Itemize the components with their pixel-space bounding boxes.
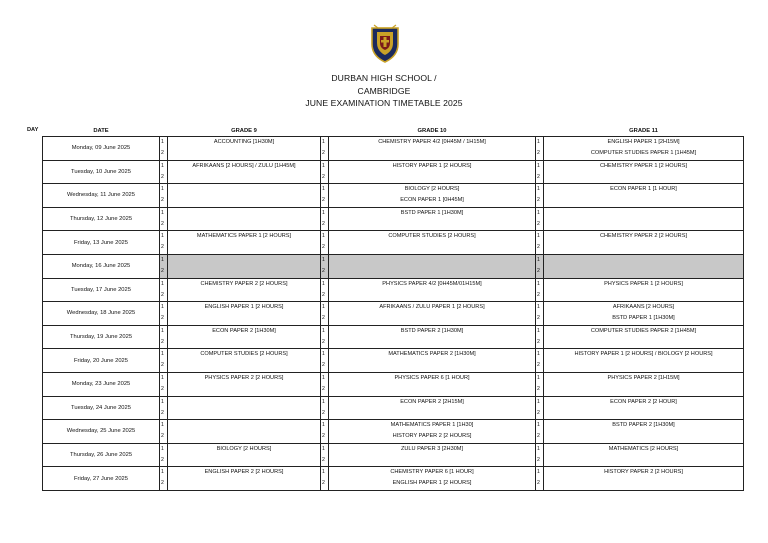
session-numbers: 1 2 — [160, 231, 168, 255]
exam-paper-session-2 — [168, 408, 320, 419]
exam-cell-grade-11 — [544, 372, 744, 396]
exam-cell-grade-10 — [329, 443, 536, 467]
table-row — [43, 231, 744, 255]
exam-paper-session-2 — [168, 242, 320, 253]
exam-paper-session-1: MATHEMATICS PAPER 1 [1H30] — [390, 422, 474, 429]
exam-date: Wednesday, 25 June 2025 — [43, 420, 160, 444]
exam-paper-session-2 — [544, 172, 743, 183]
exam-date: Tuesday, 17 June 2025 — [43, 278, 160, 302]
session-numbers: 1 2 — [160, 137, 168, 161]
exam-paper-session-1 — [168, 255, 320, 266]
session-numbers: 1 2 — [160, 160, 168, 184]
exam-cell-grade-11 — [544, 349, 744, 373]
table-row — [43, 420, 744, 444]
exam-paper-session-1: CHEMISTRY PAPER 4/2 [0H45M / 1H15M] — [378, 139, 486, 145]
exam-cell-grade-10 — [329, 420, 536, 444]
table-row — [43, 184, 744, 208]
exam-cell-grade-10 — [329, 467, 536, 491]
session-numbers: 1 2 — [160, 467, 168, 491]
exam-paper-session-2: BSTD PAPER 1 [1H30M] — [612, 315, 675, 322]
session-numbers: 1 2 — [536, 137, 544, 161]
exam-paper-session-1 — [329, 255, 535, 266]
exam-paper-session-1: PHYSICS PAPER 1 [2 HOURS] — [604, 280, 683, 287]
exam-cell-grade-9 — [168, 325, 321, 349]
school-name: DURBAN HIGH SCHOOL / — [331, 73, 437, 83]
exam-paper-session-2 — [168, 478, 320, 489]
exam-paper-session-2 — [544, 290, 743, 301]
exam-cell-grade-9 — [168, 184, 321, 208]
exam-cell-grade-11 — [544, 396, 744, 420]
exam-date: Wednesday, 18 June 2025 — [43, 302, 160, 326]
exam-paper-session-2 — [329, 148, 535, 159]
session-numbers: 1 2 — [536, 231, 544, 255]
session-numbers: 1 2 — [321, 184, 329, 208]
exam-date: Monday, 09 June 2025 — [43, 137, 160, 161]
session-numbers: 1 2 — [321, 372, 329, 396]
session-numbers: 1 2 — [321, 160, 329, 184]
exam-paper-session-1: AFRIKAANS [2 HOURS] / ZULU [1H45M] — [192, 162, 296, 169]
exam-cell-grade-9 — [168, 231, 321, 255]
exam-date: Thursday, 12 June 2025 — [43, 207, 160, 231]
session-numbers: 1 2 — [536, 254, 544, 278]
exam-paper-session-1: PHYSICS PAPER 6 [1 HOUR] — [394, 374, 470, 381]
exam-paper-session-1 — [544, 208, 743, 219]
exam-paper-session-2 — [329, 219, 535, 230]
exam-paper-session-2 — [168, 195, 320, 206]
session-numbers: 1 2 — [536, 396, 544, 420]
exam-date: Monday, 16 June 2025 — [43, 254, 160, 278]
exam-paper-session-1: BIOLOGY [2 HOURS] — [404, 186, 460, 193]
grade-9-header: GRADE 9 — [231, 127, 257, 134]
exam-paper-session-1: ENGLISH PAPER 1 [2H15M] — [607, 139, 680, 145]
session-numbers: 1 2 — [536, 467, 544, 491]
exam-paper-session-2 — [168, 431, 320, 442]
exam-date: Friday, 27 June 2025 — [43, 467, 160, 491]
exam-paper-session-1: CHEMISTRY PAPER 2 [2 HOURS] — [599, 233, 688, 240]
exam-paper-session-2 — [329, 313, 535, 324]
exam-paper-session-1 — [168, 397, 320, 408]
session-numbers: 1 2 — [321, 207, 329, 231]
exam-paper-session-1: MATHEMATICS [2 HOURS] — [608, 445, 679, 452]
table-row — [43, 443, 744, 467]
exam-paper-session-2 — [544, 195, 743, 206]
exam-cell-grade-9 — [168, 443, 321, 467]
exam-paper-session-1: CHEMISTRY PAPER 6 [1 HOUR] — [390, 469, 474, 476]
exam-cell-grade-11 — [544, 137, 744, 161]
session-numbers: 1 2 — [160, 396, 168, 420]
exam-date: Tuesday, 10 June 2025 — [43, 160, 160, 184]
exam-cell-grade-11 — [544, 184, 744, 208]
exam-paper-session-2 — [329, 337, 535, 348]
exam-paper-session-2 — [544, 384, 743, 395]
exam-date: Tuesday, 24 June 2025 — [43, 396, 160, 420]
session-numbers: 1 2 — [321, 231, 329, 255]
session-numbers: 1 2 — [160, 207, 168, 231]
table-row — [43, 207, 744, 231]
exam-paper-session-1 — [168, 208, 320, 219]
session-numbers: 1 2 — [536, 325, 544, 349]
exam-paper-session-1: BSTD PAPER 2 [1H30M] — [400, 327, 464, 334]
exam-paper-session-2 — [544, 242, 743, 253]
session-numbers: 1 2 — [536, 160, 544, 184]
exam-paper-session-2 — [168, 172, 320, 183]
exam-paper-session-2 — [168, 290, 320, 301]
exam-paper-session-1: BSTD PAPER 2 [1H30M] — [612, 422, 675, 429]
exam-paper-session-2 — [544, 478, 743, 489]
session-numbers: 1 2 — [536, 207, 544, 231]
table-row — [43, 137, 744, 161]
session-numbers: 1 2 — [160, 372, 168, 396]
exam-cell-grade-9 — [168, 372, 321, 396]
exam-cell-grade-10 — [329, 372, 536, 396]
session-numbers: 1 2 — [536, 302, 544, 326]
exam-cell-grade-10 — [329, 137, 536, 161]
exam-cell-grade-10 — [329, 325, 536, 349]
exam-cell-grade-10 — [329, 396, 536, 420]
exam-paper-session-2 — [168, 455, 320, 466]
exam-paper-session-2 — [329, 408, 535, 419]
session-numbers: 1 2 — [321, 325, 329, 349]
exam-paper-session-1: ECON PAPER 2 [2 HOUR] — [610, 398, 677, 405]
header-row — [43, 125, 744, 137]
exam-paper-session-2 — [544, 431, 743, 442]
exam-paper-session-1: COMPUTER STUDIES PAPER 2 [1H45M] — [590, 327, 697, 334]
exam-date: Wednesday, 11 June 2025 — [43, 184, 160, 208]
exam-cell-grade-9 — [168, 278, 321, 302]
exam-paper-session-2 — [544, 360, 743, 371]
session-numbers: 1 2 — [321, 443, 329, 467]
exam-paper-session-1: MATHEMATICS PAPER 1 [2 HOURS] — [196, 233, 292, 240]
exam-paper-session-1 — [544, 255, 743, 266]
exam-cell-grade-10 — [329, 207, 536, 231]
exam-paper-session-2: HISTORY PAPER 2 [2 HOURS] — [392, 433, 472, 440]
exam-cell-grade-11 — [544, 302, 744, 326]
exam-paper-session-2 — [544, 408, 743, 419]
exam-cell-grade-9 — [168, 207, 321, 231]
table-row — [43, 254, 744, 278]
session-numbers: 1 2 — [160, 420, 168, 444]
exam-paper-session-2 — [329, 266, 535, 277]
exam-date: Thursday, 26 June 2025 — [43, 443, 160, 467]
exam-paper-session-1: HISTORY PAPER 1 [2 HOURS] / BIOLOGY [2 HOURS] — [574, 351, 713, 358]
exam-cell-grade-10 — [329, 254, 536, 278]
table-row — [43, 278, 744, 302]
exam-cell-grade-9 — [168, 349, 321, 373]
exam-cell-grade-9 — [168, 254, 321, 278]
exam-cell-grade-11 — [544, 467, 744, 491]
exam-paper-session-2 — [168, 148, 320, 159]
table-row — [43, 160, 744, 184]
exam-cell-grade-11 — [544, 325, 744, 349]
session-numbers: 1 2 — [536, 184, 544, 208]
exam-cell-grade-11 — [544, 420, 744, 444]
exam-cell-grade-9 — [168, 137, 321, 161]
exam-paper-session-1: CHEMISTRY PAPER 2 [2 HOURS] — [200, 280, 288, 287]
session-numbers: 1 2 — [321, 302, 329, 326]
exam-cell-grade-10 — [329, 278, 536, 302]
exam-paper-session-1: ECON PAPER 2 [2H15M] — [400, 398, 464, 405]
exam-paper-session-2 — [329, 384, 535, 395]
exam-cell-grade-10 — [329, 160, 536, 184]
session-numbers: 1 2 — [160, 184, 168, 208]
exam-paper-session-1: BSTD PAPER 1 [1H30M] — [400, 209, 464, 216]
exam-paper-session-1: HISTORY PAPER 1 [2 HOURS] — [392, 162, 472, 169]
grade-10-header: GRADE 10 — [417, 127, 447, 134]
exam-paper-session-2 — [168, 266, 320, 277]
exam-paper-session-2 — [329, 290, 535, 301]
exam-cell-grade-10 — [329, 349, 536, 373]
exam-paper-session-2 — [168, 360, 320, 371]
session-numbers: 1 2 — [321, 254, 329, 278]
exam-paper-session-2 — [168, 219, 320, 230]
session-numbers: 1 2 — [321, 467, 329, 491]
exam-paper-session-1: PHYSICS PAPER 4/2 [0H45M/01H15M] — [382, 280, 482, 287]
session-numbers: 1 2 — [160, 443, 168, 467]
exam-paper-session-2 — [544, 337, 743, 348]
exam-cell-grade-11 — [544, 278, 744, 302]
exam-paper-session-2 — [544, 455, 743, 466]
exam-paper-session-1: MATHEMATICS PAPER 2 [1H30M] — [388, 351, 476, 358]
table-row — [43, 349, 744, 373]
exam-paper-session-1: CHEMISTRY PAPER 1 [2 HOURS] — [599, 162, 688, 169]
exam-cell-grade-9 — [168, 467, 321, 491]
table-row — [43, 467, 744, 491]
exam-paper-session-2 — [329, 172, 535, 183]
exam-cell-grade-9 — [168, 302, 321, 326]
day-column-header: DAY — [27, 127, 39, 133]
exam-cell-grade-11 — [544, 443, 744, 467]
table-row — [43, 302, 744, 326]
exam-paper-session-1: COMPUTER STUDIES [2 HOURS] — [388, 233, 476, 240]
school-subtitle: CAMBRIDGE — [357, 85, 411, 96]
session-numbers: 1 2 — [536, 443, 544, 467]
exam-cell-grade-10 — [329, 302, 536, 326]
exam-paper-session-2 — [168, 313, 320, 324]
session-numbers: 1 2 — [321, 137, 329, 161]
timetable-title: JUNE EXAMINATION TIMETABLE 2025 — [305, 98, 463, 109]
exam-paper-session-1: ECON PAPER 2 [1H30M] — [212, 327, 276, 334]
exam-paper-session-1: PHYSICS PAPER 2 [1H15M] — [607, 374, 680, 381]
exam-paper-session-1: ECON PAPER 1 [1 HOUR] — [610, 186, 677, 193]
session-numbers: 1 2 — [160, 302, 168, 326]
exam-paper-session-1 — [168, 420, 320, 431]
exam-timetable — [42, 125, 744, 491]
exam-cell-grade-11 — [544, 160, 744, 184]
exam-cell-grade-9 — [168, 420, 321, 444]
exam-paper-session-1: ENGLISH PAPER 1 [2 HOURS] — [204, 304, 284, 311]
session-numbers: 1 2 — [536, 420, 544, 444]
exam-paper-session-1: AFRIKAANS [2 HOURS] — [612, 304, 675, 311]
session-numbers: 1 2 — [160, 325, 168, 349]
exam-paper-session-1: ZULU PAPER 3 [2H30M] — [400, 445, 464, 452]
exam-date: Friday, 13 June 2025 — [43, 231, 160, 255]
exam-paper-session-2 — [329, 360, 535, 371]
session-numbers: 1 2 — [160, 254, 168, 278]
table-row — [43, 396, 744, 420]
exam-date: Monday, 23 June 2025 — [43, 372, 160, 396]
exam-paper-session-1 — [168, 184, 320, 195]
table-row — [43, 372, 744, 396]
exam-cell-grade-10 — [329, 184, 536, 208]
date-column-header: DATE — [93, 127, 109, 134]
session-numbers: 1 2 — [160, 278, 168, 302]
session-numbers: 1 2 — [160, 349, 168, 373]
session-numbers: 1 2 — [321, 396, 329, 420]
session-numbers: 1 2 — [321, 349, 329, 373]
exam-paper-session-2 — [544, 266, 743, 277]
exam-paper-session-2: ECON PAPER 1 [0H45M] — [400, 197, 464, 204]
grade-11-header: GRADE 11 — [629, 127, 658, 134]
document-title-block — [234, 72, 534, 110]
exam-paper-session-2: COMPUTER STUDIES PAPER 1 [1H45M] — [590, 150, 697, 156]
exam-paper-session-1: BIOLOGY [2 HOURS] — [216, 445, 272, 452]
table-row — [43, 325, 744, 349]
exam-paper-session-1: ACCOUNTING [1H30M] — [213, 139, 275, 145]
exam-cell-grade-9 — [168, 396, 321, 420]
exam-cell-grade-10 — [329, 231, 536, 255]
session-numbers: 1 2 — [321, 278, 329, 302]
exam-paper-session-1: HISTORY PAPER 2 [2 HOURS] — [604, 469, 683, 476]
exam-cell-grade-9 — [168, 160, 321, 184]
exam-cell-grade-11 — [544, 207, 744, 231]
exam-cell-grade-11 — [544, 254, 744, 278]
exam-paper-session-1: AFRIKAANS / ZULU PAPER 1 [2 HOURS] — [379, 304, 485, 311]
exam-paper-session-2: ENGLISH PAPER 1 [2 HOURS] — [392, 480, 472, 487]
exam-cell-grade-11 — [544, 231, 744, 255]
session-numbers: 1 2 — [536, 349, 544, 373]
exam-paper-session-2 — [544, 219, 743, 230]
session-numbers: 1 2 — [321, 420, 329, 444]
session-numbers: 1 2 — [536, 278, 544, 302]
exam-paper-session-1: ENGLISH PAPER 2 [2 HOURS] — [204, 469, 284, 476]
school-crest-logo — [368, 22, 402, 64]
exam-paper-session-1: PHYSICS PAPER 2 [2 HOURS] — [204, 374, 284, 381]
exam-date: Thursday, 19 June 2025 — [43, 325, 160, 349]
exam-paper-session-2 — [168, 337, 320, 348]
exam-date: Friday, 20 June 2025 — [43, 349, 160, 373]
exam-paper-session-2 — [329, 242, 535, 253]
session-numbers: 1 2 — [536, 372, 544, 396]
exam-paper-session-1: COMPUTER STUDIES [2 HOURS] — [200, 351, 288, 358]
exam-paper-session-2 — [329, 455, 535, 466]
exam-paper-session-2 — [168, 384, 320, 395]
